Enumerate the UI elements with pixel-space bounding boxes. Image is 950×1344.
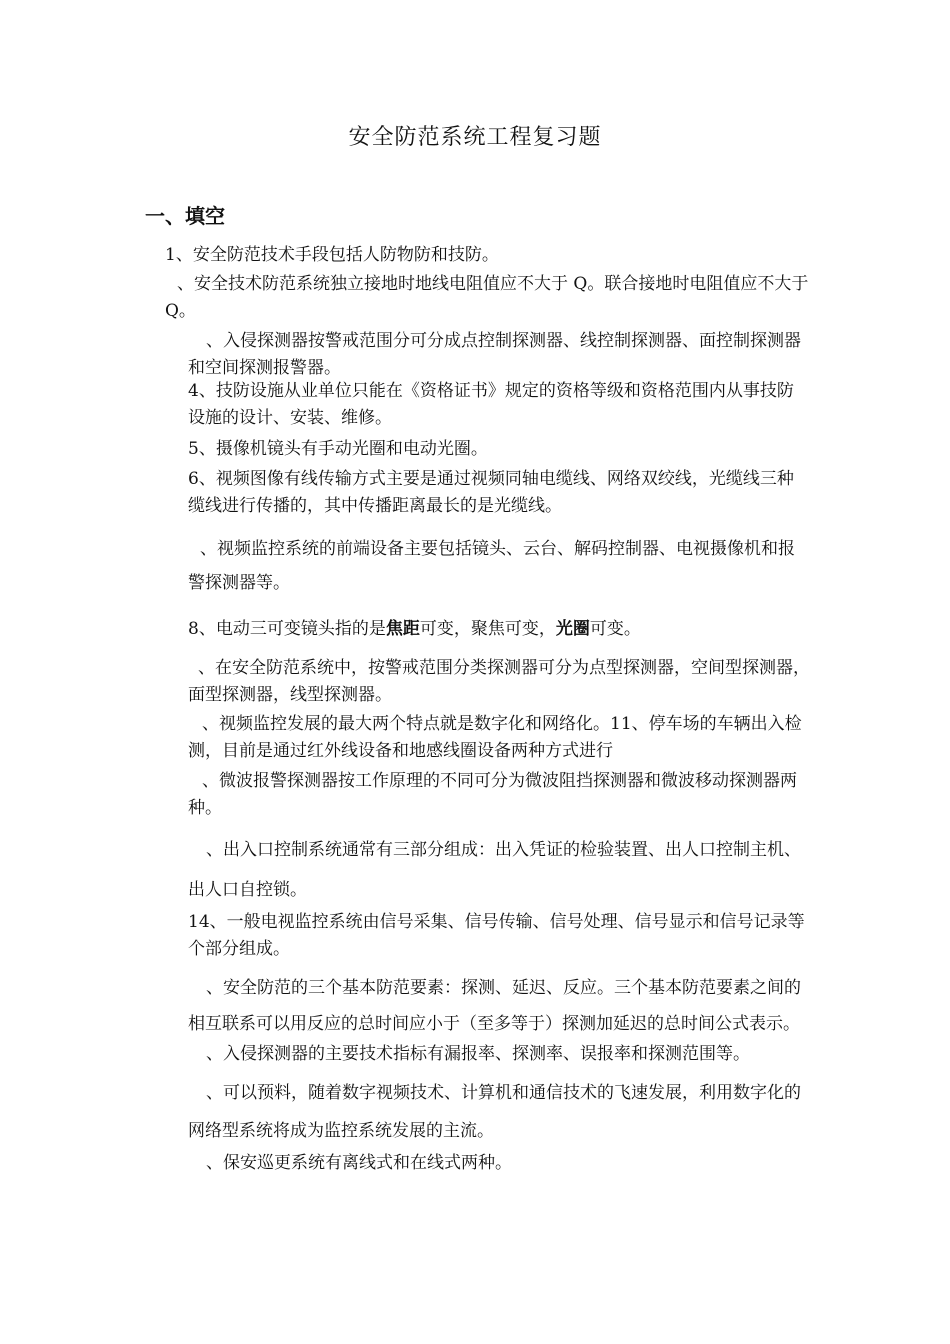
list-item: 8、电动三可变镜头指的是焦距可变，聚焦可变，光圈可变。 xyxy=(188,619,641,639)
list-item: 、在安全防范系统中，按警戒范围分类探测器可分为点型探测器，空间型探测器， 面型探测器，线型探测器。 xyxy=(188,658,810,705)
list-item: 、安全防范的三个基本防范要素：探测、延迟、反应。三个基本防范要素之间的 相互联系可以用反应的总时间应小于（至多等于）探测加延迟的总时间公式表示。 xyxy=(188,978,801,1034)
list-item: 6、视频图像有线传输方式主要是通过视频同轴电缆线、网络双绞线，光缆线三种 缆线进行传播的，其中传播距离最长的是光缆线。 xyxy=(188,469,794,516)
section-heading: 一、填空 xyxy=(145,204,225,228)
list-item: 、入侵探测器按警戒范围分可分成点控制探测器、线控制探测器、面控制探测器 和空间探测报警器。 xyxy=(188,331,801,378)
list-item: 、视频监控发展的最大两个特点就是数字化和网络化。11、停车场的车辆出入检 测，目前是通过红外线设备和地感线圈设备两种方式进行 xyxy=(188,714,802,761)
list-item: 4、技防设施从业单位只能在《资格证书》规定的资格等级和资格范围内从事技防 设施的设计、安装、维修。 xyxy=(188,381,794,428)
list-item: 、入侵探测器的主要技术指标有漏报率、探测率、误报率和探测范围等。 xyxy=(206,1044,750,1064)
list-item: 、保安巡更系统有离线式和在线式两种。 xyxy=(206,1153,512,1173)
list-item: 、安全技术防范系统独立接地时地线电阻值应不大于 Q。联合接地时电阻值应不大于 Q。 xyxy=(165,274,809,321)
list-item: 、可以预料，随着数字视频技术、计算机和通信技术的飞速发展，利用数字化的 网络型系统将成为监控系统发展的主流。 xyxy=(188,1083,801,1141)
list-item: 5、摄像机镜头有手动光圈和电动光圈。 xyxy=(188,439,488,459)
list-item: 、微波报警探测器按工作原理的不同可分为微波阻挡探测器和微波移动探测器两 种。 xyxy=(188,771,797,818)
page-title: 安全防范系统工程复习题 xyxy=(348,125,602,150)
list-item: 、视频监控系统的前端设备主要包括镜头、云台、解码控制器、电视摄像机和报 警探测器等。 xyxy=(188,539,795,593)
list-item: 、出入口控制系统通常有三部分组成：出入凭证的检验装置、出人口控制主机、 出人口自控锁。 xyxy=(188,840,801,900)
list-item: 1、安全防范技术手段包括人防物防和技防。 xyxy=(165,245,499,265)
list-item: 14、一般电视监控系统由信号采集、信号传输、信号处理、信号显示和信号记录等 个部分组成。 xyxy=(188,912,805,959)
